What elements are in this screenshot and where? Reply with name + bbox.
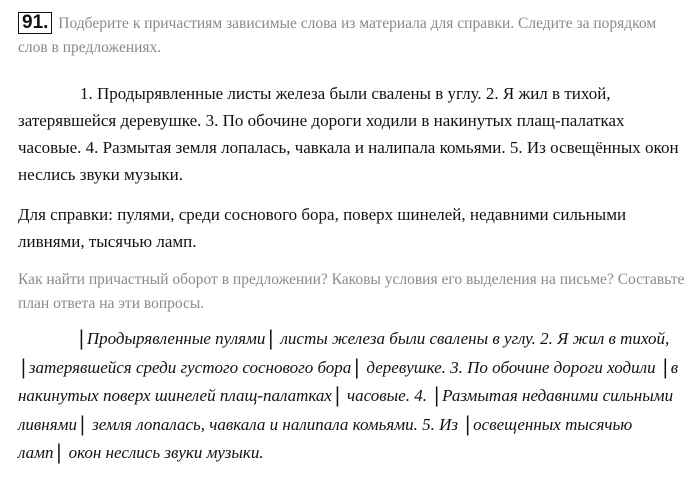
answer-text: листы железа были свалены в углу. 2. Я жил в тихой, (276, 329, 670, 348)
participle-phrase: Размытая недавними сильными ливнями (18, 386, 674, 434)
exercise-text: 1. Продырявленные листы железа были свалены в углу. 2. Я жил в тихой, затерявшейся деревушке. 3. По обочине дороги ходили в накинутых плащ-палатках часовые. 4. Размытая земля лопалась, чавкала и налипала комьями. 5. Из освещённых окон неслись звуки музыки. (18, 84, 679, 184)
clause-border-icon: | (334, 382, 340, 407)
clause-border-icon: | (354, 353, 360, 379)
help-text: Для справки: пулями, среди соснового бора, поверх шинелей, недавними сильными ливнями, тысячью ламп. (18, 205, 627, 251)
clause-border-icon: | (434, 382, 440, 407)
answer-text: часовые. 4. (342, 386, 432, 405)
answer-block (18, 325, 682, 468)
question-text: Как найти причастный оборот в предложении? Каковы условия его выделения на письме? Составьте план ответа на эти вопросы. (18, 271, 685, 312)
answer-text: деревушке. 3. По обочине дороги ходили (362, 357, 660, 377)
clause-border-icon: | (21, 353, 26, 379)
answer-text: земля лопалась, чавкала и налипала комьями. 5. Из (87, 414, 463, 434)
answer-text: окон неслись звуки музыки. (64, 443, 264, 462)
clause-border-icon: | (268, 325, 274, 350)
task-instruction: Подберите к причастиям зависимые слова из материала для справки. Следите за порядком слов в предложениях. (18, 15, 657, 56)
clause-border-icon: | (662, 353, 668, 379)
participle-phrase: освещенных тысячью ламп (18, 414, 633, 462)
clause-border-icon: | (79, 410, 85, 436)
clause-border-icon: | (465, 410, 471, 436)
exercise-text-block (18, 80, 682, 188)
task-instruction-block (18, 12, 682, 60)
clause-border-icon: | (56, 439, 62, 464)
task-number: 91. (18, 12, 52, 34)
participle-phrase: в накинутых поверх шинелей плащ-палатках (18, 357, 679, 405)
clause-border-icon: | (79, 325, 84, 350)
participle-phrase: затерявшейся среди густого соснового бора (28, 357, 352, 377)
participle-phrase: Продырявленные пулями (86, 329, 266, 348)
